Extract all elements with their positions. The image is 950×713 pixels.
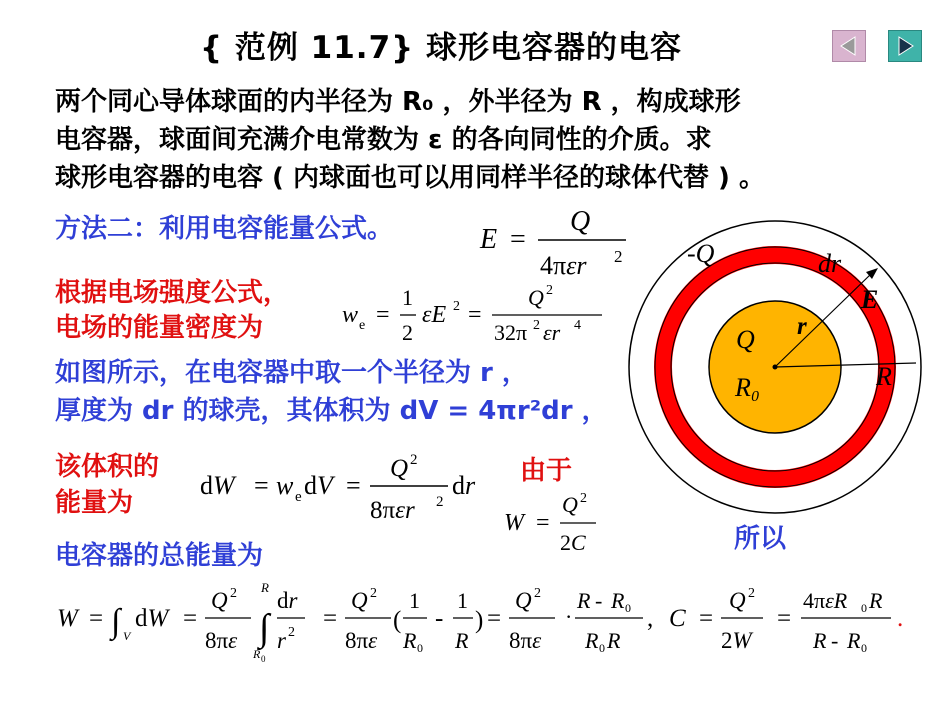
- problem-line-3: 球形电容器的电容 ( 内球面也可以用同样半径的球体代替 ) 。: [55, 163, 765, 193]
- svg-text:dr: dr: [277, 588, 298, 613]
- svg-text:R: R: [577, 588, 591, 613]
- svg-text:1: 1: [457, 588, 468, 613]
- svg-text:dW: dW: [135, 605, 169, 632]
- svg-text:w: w: [276, 471, 294, 500]
- svg-text:Q: Q: [528, 285, 544, 310]
- svg-text:C: C: [669, 605, 686, 632]
- svg-text:·: ·: [565, 604, 573, 629]
- svg-text:0: 0: [625, 601, 631, 615]
- svg-text:R: R: [261, 580, 269, 595]
- energy-density-label: 电场的能量密度为: [55, 313, 264, 343]
- prev-slide-button[interactable]: [832, 30, 866, 62]
- label-neg-q: -Q: [687, 239, 715, 268]
- svg-text:=: =: [183, 605, 198, 632]
- svg-text:2W: 2W: [721, 628, 752, 653]
- label-R: R: [876, 362, 892, 391]
- shell-description-2: 厚度为 dr 的球壳，其体积为 dV = 4πr²dr ，: [55, 396, 608, 426]
- svg-text:-: -: [831, 628, 839, 653]
- svg-text:1: 1: [402, 285, 413, 310]
- svg-text:R: R: [585, 628, 599, 653]
- svg-text:0: 0: [599, 641, 605, 655]
- svg-text:=: =: [536, 510, 550, 536]
- svg-text:2: 2: [580, 491, 587, 506]
- svg-text:8πε: 8πε: [509, 628, 542, 653]
- svg-text:2: 2: [546, 283, 553, 298]
- svg-text:,: ,: [647, 605, 654, 632]
- total-energy-label: 电容器的总能量为: [55, 541, 264, 571]
- svg-text:=: =: [510, 224, 526, 255]
- svg-text:V: V: [123, 629, 131, 643]
- svg-text:R: R: [869, 588, 883, 613]
- svg-text:=: =: [323, 605, 338, 632]
- field-formula-label: 根据电场强度公式，: [55, 278, 290, 308]
- label-q: Q: [736, 325, 755, 354]
- electric-field-formula: [478, 200, 638, 282]
- svg-text:Q: Q: [562, 492, 578, 517]
- svg-text:): ): [475, 607, 484, 634]
- shell-energy-formula: [198, 448, 488, 528]
- svg-text:dV: dV: [304, 471, 333, 500]
- svg-text:Q: Q: [211, 588, 228, 613]
- svg-text:∫: ∫: [259, 607, 270, 649]
- svg-text:=: =: [487, 605, 502, 632]
- label-e: E: [861, 285, 879, 314]
- svg-text:8πε: 8πε: [345, 628, 378, 653]
- svg-text:R: R: [455, 628, 469, 653]
- svg-text:2: 2: [453, 299, 460, 314]
- svg-text:R: R: [253, 647, 261, 661]
- svg-text:=: =: [376, 302, 390, 328]
- svg-text:2: 2: [370, 586, 377, 601]
- center-dot: [773, 365, 778, 370]
- since-label: 由于: [520, 456, 573, 486]
- svg-text:Q: Q: [390, 455, 409, 482]
- svg-text:0: 0: [861, 641, 867, 655]
- problem-line-2: 电容器，球面间充满介电常数为 ε 的各向同性的介质。求: [55, 125, 712, 155]
- svg-text:R: R: [611, 588, 625, 613]
- label-r0: R₀: [735, 373, 760, 402]
- svg-text:2: 2: [436, 494, 444, 510]
- svg-text:εE: εE: [422, 302, 447, 328]
- svg-text:=: =: [777, 605, 792, 632]
- capacitor-energy-formula: [502, 490, 612, 560]
- svg-text:2C: 2C: [560, 530, 586, 555]
- svg-text:0: 0: [261, 654, 266, 664]
- svg-text:=: =: [254, 471, 269, 500]
- svg-text:∫: ∫: [111, 603, 121, 640]
- svg-text:e: e: [359, 318, 366, 333]
- svg-text:2: 2: [410, 452, 418, 468]
- svg-text:dW: dW: [200, 471, 235, 500]
- svg-text:2: 2: [534, 586, 541, 601]
- svg-text:2: 2: [288, 625, 295, 640]
- svg-text:=: =: [346, 471, 361, 500]
- method-heading: 方法二：利用电容能量公式。: [55, 214, 394, 244]
- svg-text:R: R: [403, 628, 417, 653]
- svg-text:8πεr: 8πεr: [370, 497, 415, 524]
- svg-text:R: R: [847, 628, 861, 653]
- shell-energy-label-1: 该体积的: [55, 452, 160, 482]
- svg-text:w: w: [342, 302, 359, 328]
- svg-text:2: 2: [533, 318, 540, 333]
- svg-text:.: .: [897, 605, 904, 632]
- svg-text:-: -: [595, 588, 603, 613]
- triangle-left-icon: [832, 30, 866, 62]
- svg-text:=: =: [699, 605, 714, 632]
- shell-description-1: 如图所示，在电容器中取一个半径为 r ，: [55, 358, 528, 388]
- label-r: r: [797, 313, 807, 340]
- svg-text:2: 2: [230, 586, 237, 601]
- shell-energy-label-2: 能量为: [55, 488, 134, 518]
- svg-text:r: r: [277, 628, 286, 653]
- svg-text:32π: 32π: [494, 320, 528, 345]
- therefore-label: 所以: [734, 524, 787, 554]
- svg-text:0: 0: [861, 601, 867, 615]
- svg-text:Q: Q: [351, 588, 368, 613]
- svg-text:0: 0: [417, 641, 423, 655]
- svg-text:R: R: [813, 628, 827, 653]
- label-dr: dr: [818, 249, 842, 278]
- problem-line-1: 两个同心导体球面的内半径为 R₀ ，外半径为 R ，构成球形: [55, 87, 741, 117]
- svg-text:dr: dr: [452, 471, 476, 500]
- energy-density-formula: [340, 280, 610, 352]
- svg-text:8πε: 8πε: [205, 628, 238, 653]
- svg-text:4πεr: 4πεr: [540, 251, 587, 280]
- svg-text:1: 1: [409, 588, 420, 613]
- svg-text:Q: Q: [570, 206, 591, 237]
- capacitor-diagram: [620, 210, 940, 530]
- svg-text:(: (: [393, 607, 402, 634]
- svg-text:εr: εr: [543, 320, 561, 345]
- svg-text:4πεR: 4πεR: [803, 588, 848, 613]
- svg-text:2: 2: [402, 320, 413, 345]
- page-title: { 范例 11.7} 球形电容器的电容: [200, 30, 683, 66]
- svg-text:-: -: [435, 605, 444, 632]
- svg-text:2: 2: [614, 247, 623, 266]
- svg-text:R: R: [607, 628, 621, 653]
- svg-text:=: =: [89, 605, 104, 632]
- svg-text:Q: Q: [729, 588, 746, 613]
- svg-text:e: e: [295, 489, 302, 505]
- next-slide-button[interactable]: [888, 30, 922, 62]
- svg-text:4: 4: [574, 318, 581, 333]
- svg-text:W: W: [57, 605, 78, 632]
- svg-text:Q: Q: [515, 588, 532, 613]
- total-energy-and-capacitance-formula: [55, 572, 925, 672]
- svg-text:W: W: [504, 510, 524, 536]
- svg-text:E: E: [480, 224, 498, 255]
- svg-text:=: =: [468, 302, 482, 328]
- triangle-right-icon: [888, 30, 922, 62]
- svg-text:2: 2: [748, 586, 755, 601]
